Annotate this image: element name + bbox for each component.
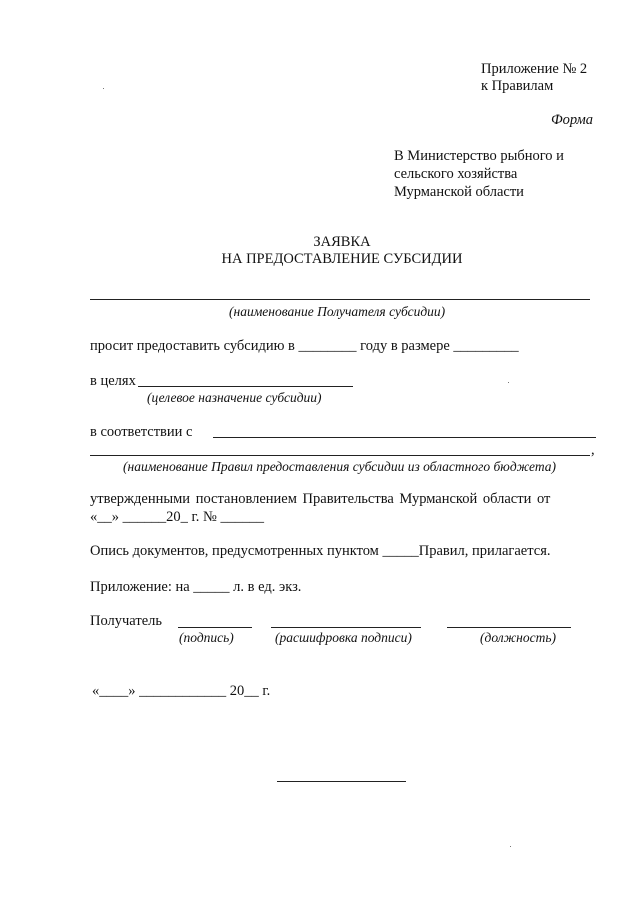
- position-line: [447, 627, 571, 628]
- form-label: Форма: [551, 112, 593, 128]
- rules-comma: ,: [591, 442, 595, 458]
- scan-mark: [103, 88, 104, 89]
- appendix-reference: к Правилам: [481, 78, 554, 94]
- bottom-separator: [277, 781, 406, 782]
- position-caption: (должность): [480, 630, 557, 645]
- attachment-text: Приложение: на _____ л. в ед. экз.: [90, 579, 302, 595]
- recipient-label: Получатель: [90, 613, 162, 629]
- rules-name-line: [90, 455, 590, 456]
- signature-line: [178, 627, 252, 628]
- approved-text: утвержденными постановлением Правительства Мурманской области от: [90, 491, 551, 507]
- addressee-line-3: Мурманской области: [394, 184, 524, 200]
- recipient-name-line: [90, 299, 590, 300]
- purpose-label: в целях: [90, 373, 136, 389]
- recipient-caption: (наименование Получателя субсидии): [229, 304, 446, 319]
- signature-caption: (подпись): [179, 630, 234, 645]
- appendix-number: Приложение № 2: [481, 61, 588, 77]
- document-subtitle: НА ПРЕДОСТАВЛЕНИЕ СУБСИДИИ: [221, 251, 463, 267]
- inventory-text: Опись документов, предусмотренных пунктом _____Правил, прилагается.: [90, 543, 551, 559]
- request-text: просит предоставить субсидию в ________ году в размере _________: [90, 338, 519, 354]
- addressee-line-2: сельского хозяйства: [394, 166, 518, 182]
- accordance-label: в соответствии с: [90, 424, 193, 440]
- decoding-caption: (расшифровка подписи): [275, 630, 412, 645]
- scan-mark: [508, 382, 509, 383]
- purpose-caption: (целевое назначение субсидии): [147, 390, 322, 405]
- document-title: ЗАЯВКА: [313, 234, 371, 250]
- rules-caption: (наименование Правил предоставления субсидии из областного бюджета): [123, 459, 557, 474]
- date-line: «____» ____________ 20__ г.: [92, 683, 271, 699]
- addressee-line-1: В Министерство рыбного и: [394, 148, 564, 164]
- accordance-line: [213, 437, 596, 438]
- decoding-line: [271, 627, 421, 628]
- scan-mark: [510, 846, 511, 847]
- approved-date: «__» ______20_ г. № ______: [90, 509, 265, 525]
- purpose-line: [138, 386, 353, 387]
